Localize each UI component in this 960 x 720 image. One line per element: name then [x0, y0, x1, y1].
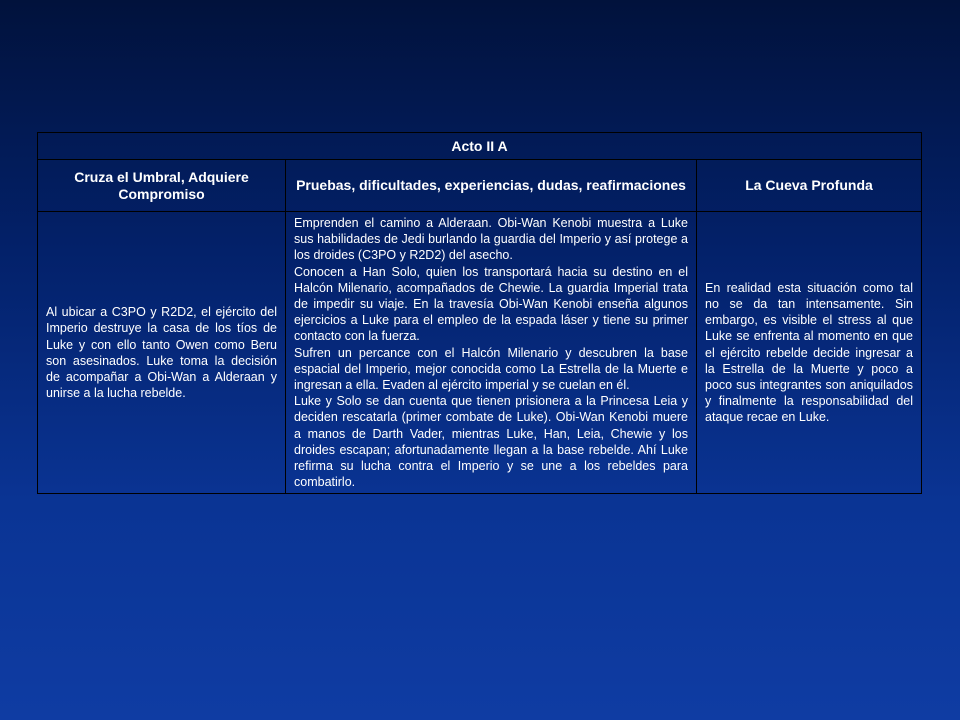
trials-paragraph: Luke y Solo se dan cuenta que tienen prisionera a la Princesa Leia y deciden rescatarla (primer combate de Luke). Obi-Wan Kenobi muere a manos de Darth Vader, mientras Luke, Han, Leia, Chewie y los droides escapan; afortunadamente llegan a la base rebelde. Ahí Luke refirma su lucha contra el Imperio y se une a los rebeldes para combatirlo.: [294, 394, 688, 490]
trials-paragraph: Sufren un percance con el Halcón Milenario y descubren la base espacial del Imperio, mejor conocida como La Estrella de la Muerte e ingresan a ella. Evaden al ejército imperial y se cuelan en él.: [294, 345, 688, 393]
header-row: [38, 160, 922, 212]
threshold-text: Al ubicar a C3PO y R2D2, el ejército del Imperio destruye la casa de los tíos de Luke y con ello tanto Owen como Beru son asesinados. Luke toma la decisión de acompañar a Obi-Wan a Alderaan y unirse a la lucha rebelde.: [38, 212, 286, 494]
act-title-row: [38, 133, 922, 160]
trials-paragraph: Conocen a Han Solo, quien los transportará hacia su destino en el Halcón Milenario, acompañados de Chewie. La guardia Imperial trata de impedir su viaje. En la travesía Obi-Wan Kenobi enseña algunos ejercicios a Luke para el empleo de la espada láser y tiene su primer contacto con la fuerza.: [294, 264, 688, 344]
header-trials: Pruebas, dificultades, experiencias, dudas, reafirmaciones: [286, 160, 697, 212]
header-deep-cave: La Cueva Profunda: [697, 160, 922, 212]
trials-paragraph: Emprenden el camino a Alderaan. Obi-Wan Kenobi muestra a Luke sus habilidades de Jedi burlando la guardia del Imperio y así protege a los droides (C3PO y R2D2) del asecho.: [294, 216, 688, 263]
act-table: [37, 132, 922, 494]
act-title: Acto II A: [38, 133, 922, 160]
deep-cave-text: En realidad esta situación como tal no se da tan intensamente. Sin embargo, es visible el stress al que Luke se enfrenta al momento en que el ejército rebelde decide ingresar a la Estrella de la Muerte y poco a poco sus integrantes son aniquilados y finalmente la responsabilidad del ataque recae en Luke.: [697, 212, 922, 494]
trials-text: [286, 212, 697, 494]
body-row: [38, 212, 922, 494]
header-threshold: Cruza el Umbral, Adquiere Compromiso: [38, 160, 286, 212]
